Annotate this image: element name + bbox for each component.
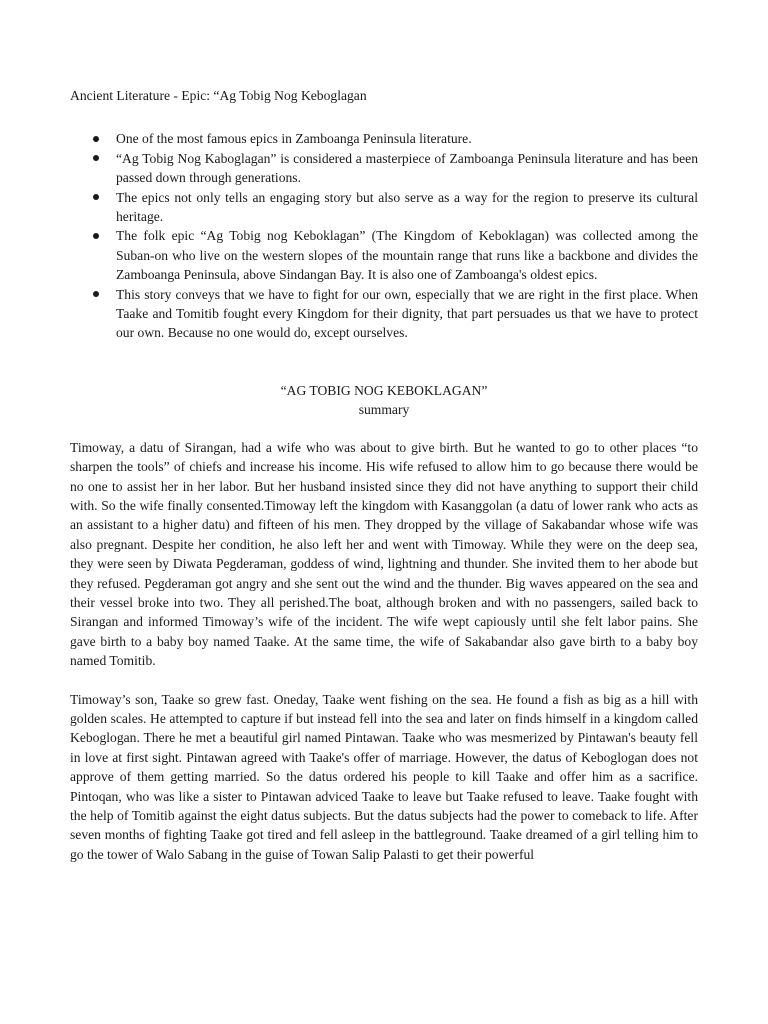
bullet-item [116,149,698,188]
document-title: Ancient Literature - Epic: “Ag Tobig Nog Keboglagan [70,88,367,103]
bullet-text: This story conveys that we have to fight for our own, especially that we are right in the first place. When Taake and Tomitib fought every Kingdom for their dignity, that part persuades us that we have to protect our own. Because no one would do, except ourselves. [116,286,698,341]
bullet-text: “Ag Tobig Nog Kaboglagan” is considered a masterpiece of Zamboanga Peninsula literature and has been passed down through generations. [116,150,698,186]
bullet-text: The epics not only tells an engaging story but also serve as a way for the region to preserve its cultural heritage. [116,189,698,225]
summary-heading: “AG TOBIG NOG KEBOKLAGAN” [280,382,488,398]
summary-subheading: summary [358,402,410,418]
bullet-dot-icon [93,136,99,142]
bullet-list [70,129,698,342]
summary-paragraph: Timoway’s son, Taake so grew fast. Oneday, Taake went fishing on the sea. He found a fish as big as a hill with golden scales. He attempted to capture if but instead fell into the sea and later on finds himself in a kingdom called Keboglogan. There he met a beautiful girl named Pintawan. Taake who was mesmerized by Pintawan's beauty fell in love at first sight. Pintawan agreed with Taake's offer of marriage. However, the datus of Keboglogan does not approve of them getting married. So the datus ordered his people to kill Taake and offer him as a sacrifice. Pintoqan, who was like a sister to Pintawan adviced Taake to leave but Taake refused to leave. Taake fought with the help of Tomitib against the eight datus subjects. But the datus subjects had the power to comeback to life. After seven months of fighting Taake got tired and fell asleep in the battleground. Taake dreamed of a girl telling him to go the tower of Walo Sabang in the guise of Towan Salip Palasti to get their powerful [70,691,698,862]
bullet-dot-icon [93,233,99,239]
document-page [70,86,698,864]
summary-header [70,381,698,420]
bullet-item [116,226,698,284]
bullet-dot-icon [93,194,99,200]
bullet-dot-icon [93,155,99,161]
bullet-text: The folk epic “Ag Tobig nog Keboklagan” (The Kingdom of Keboklagan) was collected among the Suban-on who live on the western slopes of the mountain range that runs like a backbone and divides the Zamboanga Peninsula, above Sindangan Bay. It is also one of Zamboanga's oldest epics. [116,228,698,283]
bullet-item [116,285,698,343]
bullet-item [116,188,698,227]
bullet-dot-icon [93,291,99,297]
bullet-text: One of the most famous epics in Zamboanga Peninsula literature. [116,131,472,147]
bullet-item [116,129,698,148]
summary-paragraph: Timoway, a datu of Sirangan, had a wife who was about to give birth. But he wanted to go to other places “to sharpen the tools” of chiefs and increase his income. His wife refused to allow him to go because there would be no one to assist her in her labor. But her husband insisted since they did not have anything to support their child with. So the wife finally consented.Timoway left the kingdom with Kasanggolan (a datu of lower rank who acts as an assistant to a higher datu) and fifteen of his men. They dropped by the village of Sakabandar whose wife was also pregnant. Despite her condition, he also left her and went with Timoway. While they were on the deep sea, they were seen by Diwata Pegderaman, goddess of wind, lightning and thunder. She invited them to her abode but they refused. Pegderaman got angry and she sent out the wind and the thunder. Big waves appeared on the sea and their vessel broke into two. They all perished.The boat, although broken and with no passengers, sailed back to Sirangan and informed Timoway’s wife of the incident. The wife wept capiously until she felt labor pains. She gave birth to a baby boy named Taake. At the same time, the wife of Sakabandar also gave birth to a baby boy named Tomitib. [70,439,698,669]
